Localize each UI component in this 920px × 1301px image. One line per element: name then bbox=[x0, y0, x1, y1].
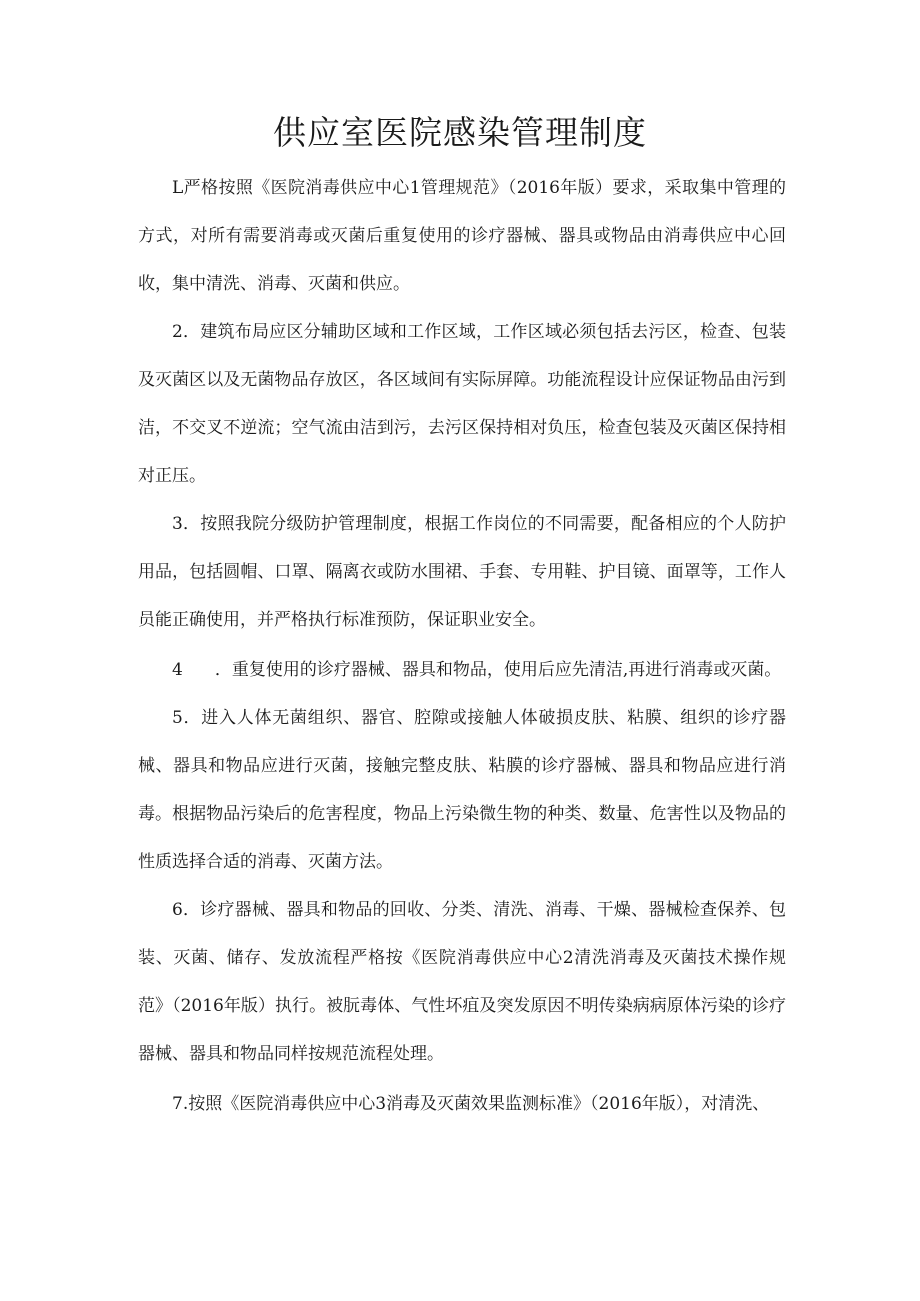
paragraph-1: L严格按照《医院消毒供应中心1管理规范》（2016年版）要求，采取集中管理的方式，对所有需要消毒或灭菌后重复使用的诊疗器械、器具或物品由消毒供应中心回收，集中清洗、消毒、灭菌和供应。 bbox=[138, 178, 786, 294]
paragraph-4-text: ．重复使用的诊疗器械、器具和物品，使用后应先清洁,再进行消毒或灭菌。 bbox=[214, 660, 782, 680]
paragraph-3: 3．按照我院分级防护管理制度，根据工作岗位的不同需要，配备相应的个人防护用品，包括圆帽、口罩、隔离衣或防水围裙、手套、专用鞋、护目镜、面罩等，工作人员能正确使用，并严格执行标准预防，保证职业安全。 bbox=[138, 514, 786, 630]
page-title: 供应室医院感染管理制度 bbox=[273, 113, 647, 152]
paragraph-5: 5．进入人体无菌组织、器官、腔隙或接触人体破损皮肤、粘膜、组织的诊疗器械、器具和物品应进行灭菌，接触完整皮肤、粘膜的诊疗器械、器具和物品应进行消毒。根据物品污染后的危害程度，物品上污染微生物的种类、数量、危害性以及物品的性质选择合适的消毒、灭菌方法。 bbox=[138, 708, 786, 872]
paragraph-4-number: 4 bbox=[172, 660, 183, 680]
paragraph-7: 7.按照《医院消毒供应中心3消毒及灭菌效果监测标准》（2016年版），对清洗、 bbox=[172, 1094, 770, 1114]
paragraph-6: 6．诊疗器械、器具和物品的回收、分类、清洗、消毒、干燥、器械检查保养、包装、灭菌、储存、发放流程严格按《医院消毒供应中心2清洗消毒及灭菌技术操作规范》（2016年版）执行。被朊毒体、气性坏疽及突发原因不明传染病病原体污染的诊疗器械、器具和物品同样按规范流程处理。 bbox=[138, 900, 786, 1064]
paragraph-4 bbox=[138, 646, 786, 694]
paragraph-2: 2．建筑布局应区分辅助区域和工作区域，工作区域必须包括去污区，检查、包装及灭菌区以及无菌物品存放区，各区域间有实际屏障。功能流程设计应保证物品由污到洁，不交叉不逆流；空气流由洁到污，去污区保持相对负压，检查包装及灭菌区保持相对正压。 bbox=[138, 322, 786, 486]
